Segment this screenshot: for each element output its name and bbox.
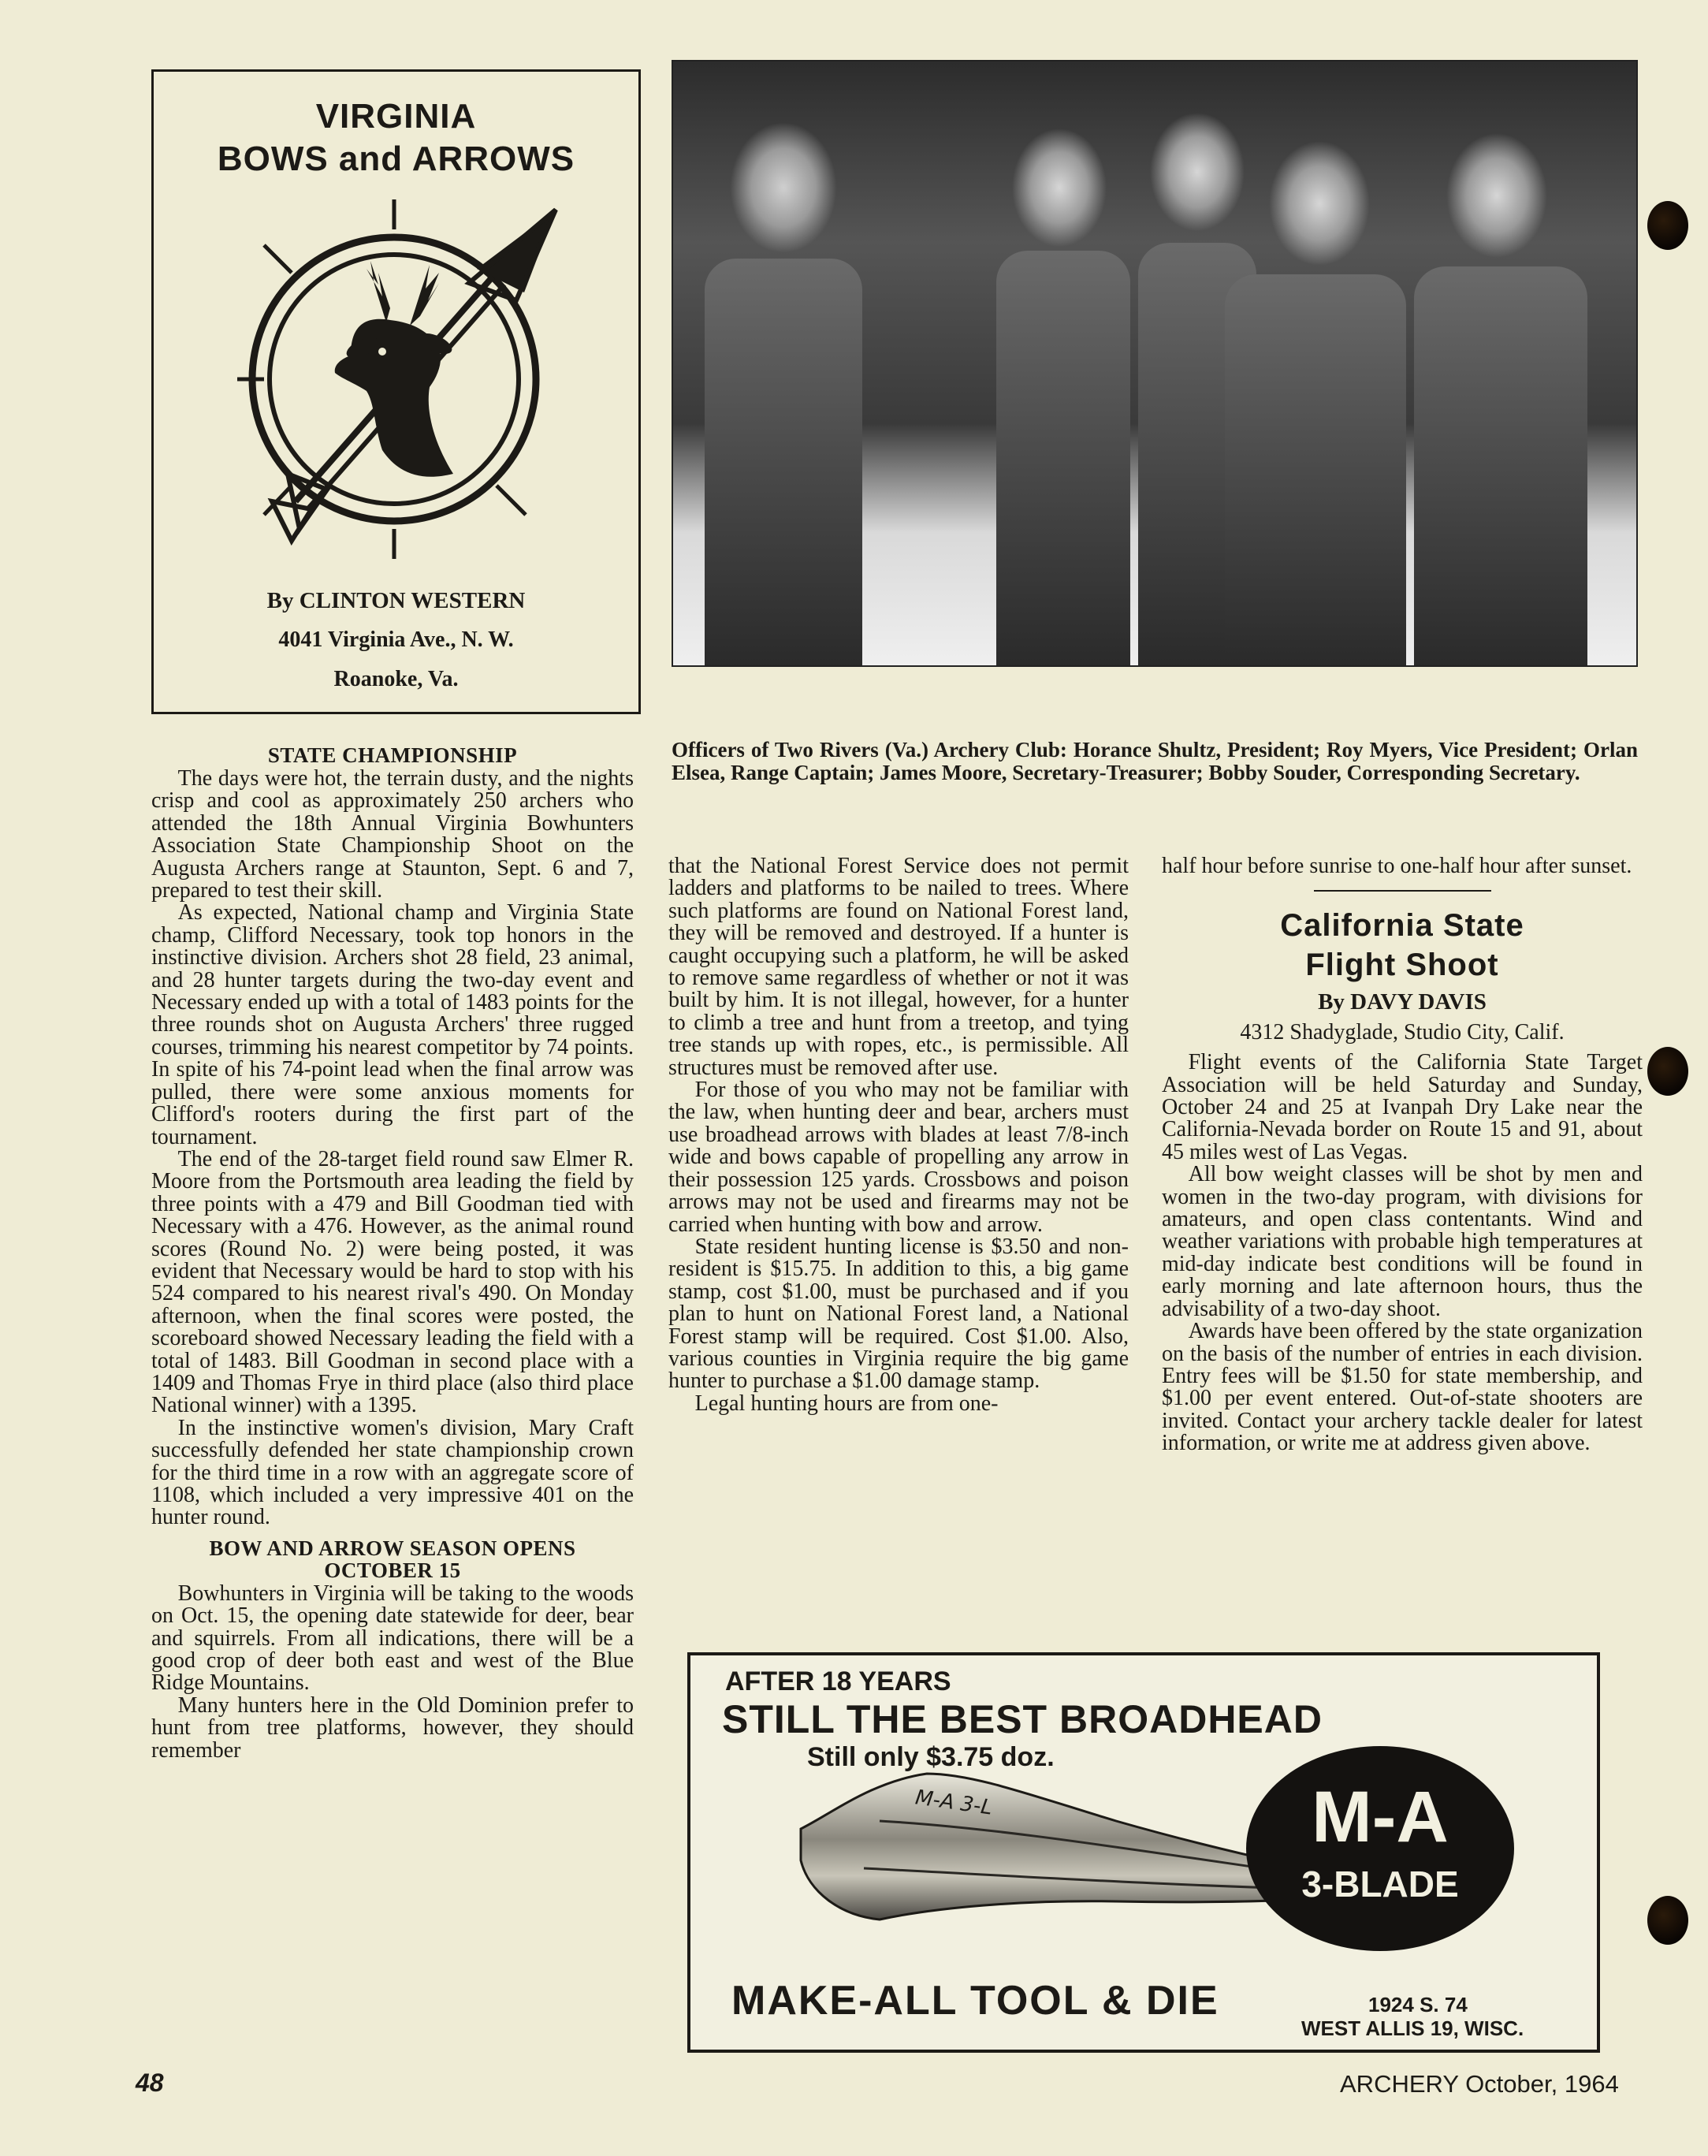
- ad-price: Still only $3.75 doz.: [807, 1742, 1055, 1772]
- page-number: 48: [136, 2068, 164, 2097]
- column-3: [1162, 855, 1643, 1455]
- column-2: [668, 855, 1129, 1415]
- binder-hole: [1647, 1896, 1688, 1945]
- column-title-line1: VIRGINIA: [315, 97, 477, 136]
- column-1: [151, 744, 634, 1762]
- paragraph: The days were hot, the terrain dusty, and the nights crisp and cool as approximately 250 archers who attended the 18th Annual Virginia Bowhunters Association State Championship Shoot on the Augusta Archers range at Staunton, Sept. 6 and 7, prepared to test their skill.: [151, 766, 634, 903]
- badge-brand: M-A: [1312, 1777, 1449, 1857]
- article-title-line1: California State: [1280, 908, 1524, 944]
- paragraph: Flight events of the California State Target Association will be held Saturday and Sunday, October 24 and 25 at Ivanpah Dry Lake near the California-Nevada border on Route 15 and 91, about 45 miles west of Las Vegas.: [1162, 1050, 1643, 1164]
- publication-footer: ARCHERY October, 1964: [1340, 2070, 1619, 2098]
- blade-marking: M-A 3-L: [914, 1785, 994, 1820]
- deer-emblem-logo: [233, 190, 564, 568]
- paragraph: Legal hunting hours are from one-: [694, 1391, 999, 1416]
- broadhead-advertisement: [687, 1652, 1600, 2053]
- binder-hole: [1647, 201, 1688, 250]
- paragraph: Bowhunters in Virginia will be taking to the woods on Oct. 15, the opening date statewide for deer, bear and squirrels. From all indications, there will be a good crop of deer both east and west of the Blue Ridge Mountains.: [151, 1581, 634, 1696]
- author-address-street: 4041 Virginia Ave., N. W.: [278, 627, 514, 652]
- ad-headline: STILL THE BEST BROADHEAD: [722, 1697, 1323, 1741]
- column-header-box: [151, 69, 641, 714]
- article-author-address: 4312 Shadyglade, Studio City, Calif.: [1240, 1019, 1565, 1044]
- paragraph: As expected, National champ and Virginia State champ, Clifford Necessary, took top honors in the instinctive division. Archers shot 28 field, 23 animal, and 28 hunter targets during the two-day event and Necessary ended up with a total of 1483 points for the three rounds shot on Augusta Archers' three rugged courses, trimming his nearest competitor by 74 points. In spite of his 74-point lead when the final arrow was pulled, there were some anxious moments for Clifford's rooters during the first part of the tournament.: [151, 900, 634, 1149]
- paragraph: State resident hunting license is $3.50 and non-resident is $15.75. In addition to this, a big game stamp, cost $1.00, must be purchased and if you plan to hunt on National Forest land, a National Forest stamp will be required. Cost $1.00. Also, various counties in Virginia require the big game hunter to purchase a $1.00 damage stamp.: [668, 1234, 1129, 1394]
- paragraph: that the National Forest Service does not permit ladders and platforms to be nailed to trees. Where such platforms are found on National Forest land, they will be removed and destroyed. If a hunter is caught occupying such a platform, he will be asked to remove same regardless of whether or not it was built by him. It is not illegal, however, for a hunter to climb a tree and hunt from a treetop, and tying tree stands up with ropes, etc., is permissible. All structures must be removed after use.: [668, 854, 1129, 1080]
- ad-address-street: 1924 S. 74: [1368, 1993, 1468, 2016]
- paragraph: Awards have been offered by the state organization on the basis of the number of entries in each division. Entry fees will be $1.50 for state membership, and $1.00 per event entered. Out-of-state shooters are invited. Contact your archery tackle dealer for latest information, or write me at address given above.: [1162, 1319, 1643, 1456]
- heading-state-championship: STATE CHAMPIONSHIP: [267, 743, 518, 767]
- club-officers-photo: [672, 60, 1638, 667]
- ad-tagline-years: AFTER 18 YEARS: [725, 1666, 951, 1696]
- ad-badge: [1246, 1746, 1514, 1951]
- paragraph: All bow weight classes will be shot by men and women in the two-day program, with divisions for amateurs, and open class contentants. Wind and weather variations with probable high temperatures at mid-day indicate best conditions will be found in early morning and late afternoon hours, thus the advisability of a two-day shoot.: [1162, 1162, 1643, 1321]
- heading-bow-season: BOW AND ARROW SEASON OPENS OCTOBER 15: [209, 1536, 576, 1582]
- column-title-line2: BOWS and ARROWS: [217, 140, 575, 178]
- author-address-city: Roanoke, Va.: [333, 667, 459, 691]
- article-byline: By DAVY DAVIS: [1318, 989, 1487, 1015]
- column-byline: By CLINTON WESTERN: [266, 588, 526, 613]
- badge-product: 3-BLADE: [1301, 1864, 1459, 1905]
- paragraph: For those of you who may not be familiar with the law, when hunting deer and bear, archers must use broadhead arrows with blades at least 7/8-inch wide and bows capable of propelling any arrow in their possession 125 yards. Crossbows and poison arrows may not be used and firearms may not be carried when hunting with bow and arrow.: [668, 1078, 1129, 1237]
- ad-address-city: WEST ALLIS 19, WISC.: [1301, 2016, 1524, 2040]
- paragraph: half hour before sunrise to one-half hour after sunset.: [1162, 854, 1632, 878]
- paragraph: Many hunters here in the Old Dominion prefer to hunt from tree platforms, however, they should remember: [151, 1692, 634, 1763]
- binder-hole: [1647, 1047, 1688, 1096]
- paragraph: The end of the 28-target field round saw Elmer R. Moore from the Portsmouth area leading the field by three points with a 479 and Bill Goodman tied with Necessary with a 476. However, as the animal round scores (Round No. 2) were being posted, it was evident that Necessary would be hard to stop with his 524 compared to his nearest rival's 490. On Monday afternoon, when the final scores were posted, the scoreboard showed Necessary leading the field with a total of 1483. Bill Goodman in second place with a 1409 and Thomas Frye in third place (also third place National winner) with a 1395.: [151, 1146, 634, 1418]
- ad-company-name: MAKE-ALL TOOL & DIE: [731, 1978, 1219, 2024]
- divider-rule: [1314, 890, 1491, 892]
- paragraph: In the instinctive women's division, Mary Craft successfully defended her state championship crown for the third time in a row with an aggregate score of 1108, which included a very impressive 401 on the hunter round.: [151, 1415, 634, 1530]
- article-title-line2: Flight Shoot: [1305, 948, 1499, 983]
- photo-caption: Officers of Two Rivers (Va.) Archery Club: Horance Shultz, President; Roy Myers, Vice President; Orlan Elsea, Range Captain; James Moore, Secretary-Treasurer; Bobby Souder, Corresponding Secretary.: [672, 738, 1638, 784]
